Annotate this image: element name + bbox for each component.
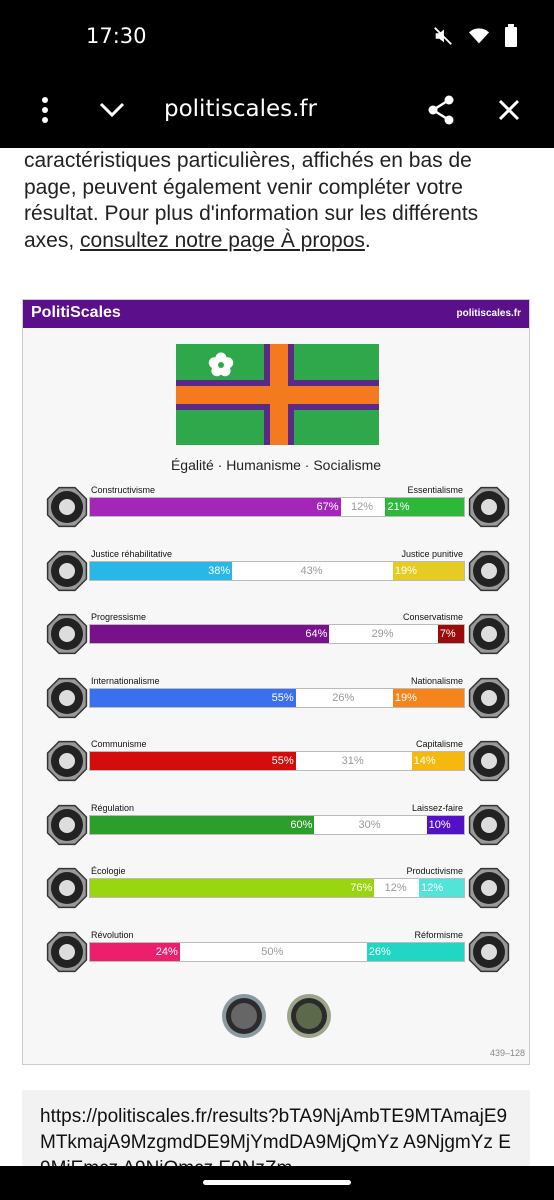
menu-dots-icon[interactable] [25, 90, 65, 130]
axis-right-value: 7% [438, 625, 464, 643]
axis-row [23, 930, 529, 980]
axis-bar [89, 688, 465, 708]
prison-bars-icon [467, 549, 511, 593]
butterfly-icon [467, 803, 511, 847]
results-card [22, 299, 530, 1065]
axis-bar [89, 497, 465, 517]
flag-icon [467, 676, 511, 720]
axis-right-label: Réformisme [414, 929, 463, 940]
axis-left-label: Écologie [91, 866, 126, 876]
chevron-down-icon[interactable] [92, 90, 132, 130]
axis-right-value: 14% [412, 752, 464, 770]
status-icons [432, 24, 518, 48]
axis-left-value: 64% [90, 625, 329, 643]
status-bar [0, 0, 554, 72]
money-bag-icon [467, 739, 511, 783]
globe-icon [45, 676, 89, 720]
axis-right-value: 19% [393, 562, 464, 580]
axis-left-label: Régulation [91, 802, 135, 813]
share-icon[interactable] [421, 90, 461, 130]
browser-toolbar [0, 72, 554, 148]
axis-left-label: Justice réhabilitative [91, 548, 173, 559]
axis-left-value: 67% [90, 498, 341, 516]
rocket-icon [45, 612, 89, 656]
axis-row [23, 676, 529, 726]
axis-right-label: Productivisme [406, 866, 463, 876]
axis-left-label: Communisme [91, 739, 147, 749]
axis-neutral-value: 50% [180, 943, 367, 961]
axis-right-value: 12% [419, 879, 464, 897]
result-code: 439–128 [489, 1048, 525, 1058]
axis-left-value: 24% [90, 943, 180, 961]
about-page-link[interactable]: consultez notre page À propos [80, 228, 365, 252]
axis-bar [89, 624, 465, 644]
scales-icon [45, 803, 89, 847]
axis-right-label: Laissez-faire [411, 802, 463, 813]
handshake-icon [45, 549, 89, 593]
axis-neutral-value: 30% [314, 816, 426, 834]
axis-left-label: Révolution [91, 929, 134, 940]
axis-row [23, 549, 529, 599]
hourglass-icon [467, 612, 511, 656]
axis-right-label: Nationalisme [410, 675, 463, 686]
axis-neutral-value: 29% [329, 625, 437, 643]
axis-left-value: 55% [90, 752, 296, 770]
axis-bar [89, 815, 465, 835]
axis-neutral-value: 12% [374, 879, 419, 897]
axis-row [23, 485, 529, 535]
tree-icon [45, 866, 89, 910]
axis-left-value: 60% [90, 816, 314, 834]
axis-neutral-value: 12% [341, 498, 386, 516]
axis-bar [89, 751, 465, 771]
site-name: politiscales.fr [456, 308, 521, 319]
axis-right-label: Essentialisme [407, 485, 463, 495]
axis-right-value: 26% [367, 943, 464, 961]
dna-icon [467, 485, 511, 529]
axis-bar [89, 942, 465, 962]
moon-icon [45, 485, 89, 529]
mute-icon [432, 25, 454, 47]
result-url[interactable]: https://politiscales.fr/results?bTA9NjAmbTE9MTAmajE9MTkmajA9MzgmdDE9MjYmdDA9MjQmYz A9NjgmYz E [40, 1106, 511, 1153]
axis-right-label: Conservatisme [402, 612, 463, 622]
fist-icon [45, 930, 89, 974]
intro-paragraph [24, 148, 536, 254]
axis-neutral-value: 43% [232, 562, 393, 580]
status-time: 17:30 [86, 24, 147, 48]
intro-suffix: . [364, 228, 371, 252]
axis-neutral-value: 26% [296, 689, 393, 707]
axis-bar [89, 878, 465, 898]
hammer-sickle-icon [45, 739, 89, 783]
intro-line: résultat. Pour plus d'information sur les différents [24, 202, 479, 225]
page-url-title: politiscales.fr [164, 96, 317, 122]
result-flag [176, 344, 379, 445]
parliament-icon [467, 930, 511, 974]
intro-prefix: axes, [24, 228, 81, 252]
axis-row [23, 803, 529, 853]
axis-left-label: Progressisme [91, 612, 147, 622]
axis-right-label: Capitalisme [415, 739, 463, 749]
gesture-bar [0, 1166, 554, 1200]
brand-name: PolitiScales [31, 304, 121, 321]
battery-icon [504, 24, 518, 48]
badge-icon [286, 993, 332, 1039]
wifi-icon [468, 25, 490, 47]
axis-row [23, 866, 529, 916]
axis-right-value: 19% [393, 689, 464, 707]
axis-left-value: 76% [90, 879, 374, 897]
slogan: Égalité · Humanisme · Socialisme [170, 457, 382, 473]
factory-icon [467, 866, 511, 910]
close-icon[interactable] [489, 90, 529, 130]
axis-bar [89, 561, 465, 581]
axis-left-label: Internationalisme [91, 675, 160, 686]
badge-icon [221, 993, 267, 1039]
axis-neutral-value: 31% [296, 752, 412, 770]
card-header [23, 300, 529, 328]
intro-line: caractéristiques particulières, affichés en bas de [24, 149, 472, 172]
axis-right-value: 21% [385, 498, 464, 516]
home-indicator[interactable] [203, 1180, 351, 1185]
axis-right-value: 10% [427, 816, 464, 834]
intro-line: page, peuvent également venir compléter votre [24, 175, 463, 199]
axis-row [23, 612, 529, 662]
axis-left-label: Constructivisme [91, 485, 156, 495]
axis-left-value: 38% [90, 562, 232, 580]
axis-row [23, 739, 529, 789]
axis-left-value: 55% [90, 689, 296, 707]
axis-right-label: Justice punitive [401, 548, 463, 559]
intro-line [24, 228, 536, 255]
